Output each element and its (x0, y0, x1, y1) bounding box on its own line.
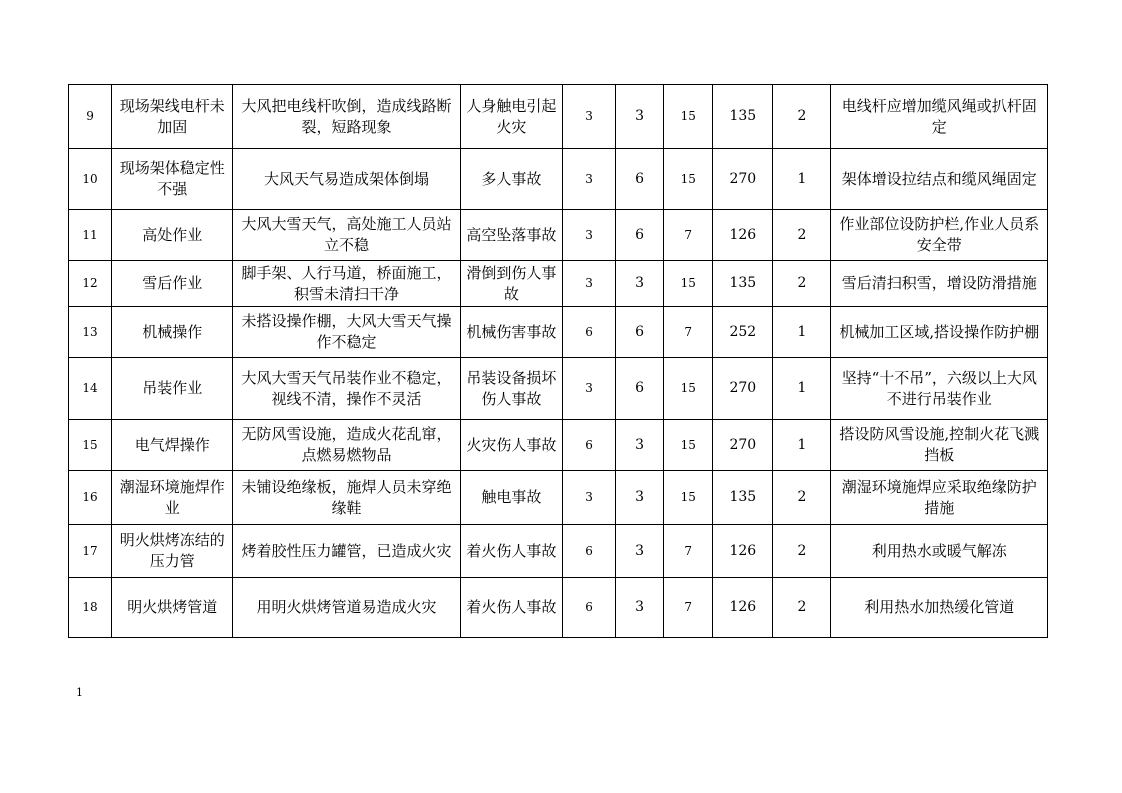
consequence-score-cell: 7 (664, 578, 713, 638)
control-measure-cell: 机械加工区域,搭设操作防护棚 (831, 307, 1048, 358)
consequence-cell: 着火伤人事故 (460, 578, 562, 638)
hazard-item-cell: 现场架线电杆未加固 (112, 85, 233, 149)
exposure-cell: 3 (616, 471, 664, 525)
hazard-item-cell: 明火烘烤管道 (112, 578, 233, 638)
risk-assessment-table (68, 84, 1048, 638)
risk-score-cell: 135 (713, 85, 773, 149)
consequence-cell: 吊装设备损坏伤人事故 (460, 358, 562, 420)
control-measure-cell: 架体增设拉结点和缆风绳固定 (831, 149, 1048, 210)
consequence-score-cell: 15 (664, 149, 713, 210)
consequence-score-cell: 15 (664, 261, 713, 307)
consequence-score-cell: 7 (664, 525, 713, 578)
consequence-cell: 机械伤害事故 (460, 307, 562, 358)
consequence-cell: 人身触电引起火灾 (460, 85, 562, 149)
exposure-cell: 3 (616, 578, 664, 638)
likelihood-cell: 3 (562, 358, 615, 420)
row-number-cell: 18 (69, 578, 112, 638)
row-number-cell: 11 (69, 210, 112, 261)
consequence-cell: 着火伤人事故 (460, 525, 562, 578)
exposure-cell: 6 (616, 358, 664, 420)
consequence-cell: 火灾伤人事故 (460, 420, 562, 471)
hazard-item-cell: 明火烘烤冻结的压力管 (112, 525, 233, 578)
table-row (69, 358, 1048, 420)
table-row (69, 525, 1048, 578)
table-row (69, 307, 1048, 358)
table-row (69, 471, 1048, 525)
consequence-score-cell: 7 (664, 307, 713, 358)
hazard-item-cell: 潮湿环境施焊作业 (112, 471, 233, 525)
exposure-cell: 3 (616, 420, 664, 471)
hazard-cause-cell: 未铺设绝缘板，施焊人员未穿绝缘鞋 (233, 471, 460, 525)
consequence-cell: 高空坠落事故 (460, 210, 562, 261)
risk-score-cell: 126 (713, 525, 773, 578)
consequence-score-cell: 7 (664, 210, 713, 261)
control-measure-cell: 坚持“十不吊”，六级以上大风不进行吊装作业 (831, 358, 1048, 420)
likelihood-cell: 3 (562, 261, 615, 307)
control-measure-cell: 利用热水或暖气解冻 (831, 525, 1048, 578)
hazard-cause-cell: 大风天气易造成架体倒塌 (233, 149, 460, 210)
exposure-cell: 6 (616, 210, 664, 261)
hazard-cause-cell: 大风大雪天气，高处施工人员站立不稳 (233, 210, 460, 261)
consequence-score-cell: 15 (664, 85, 713, 149)
hazard-item-cell: 机械操作 (112, 307, 233, 358)
risk-score-cell: 135 (713, 471, 773, 525)
table-row (69, 210, 1048, 261)
hazard-item-cell: 高处作业 (112, 210, 233, 261)
consequence-cell: 多人事故 (460, 149, 562, 210)
risk-level-cell: 2 (773, 210, 831, 261)
risk-score-cell: 270 (713, 358, 773, 420)
table-row (69, 149, 1048, 210)
risk-level-cell: 1 (773, 149, 831, 210)
table-row (69, 578, 1048, 638)
risk-score-cell: 126 (713, 578, 773, 638)
likelihood-cell: 3 (562, 471, 615, 525)
row-number-cell: 9 (69, 85, 112, 149)
likelihood-cell: 6 (562, 307, 615, 358)
risk-level-cell: 2 (773, 525, 831, 578)
row-number-cell: 13 (69, 307, 112, 358)
exposure-cell: 6 (616, 149, 664, 210)
risk-score-cell: 270 (713, 149, 773, 210)
control-measure-cell: 作业部位设防护栏,作业人员系安全带 (831, 210, 1048, 261)
hazard-item-cell: 雪后作业 (112, 261, 233, 307)
control-measure-cell: 搭设防风雪设施,控制火花飞溅挡板 (831, 420, 1048, 471)
table-row (69, 85, 1048, 149)
risk-level-cell: 1 (773, 307, 831, 358)
hazard-cause-cell: 大风大雪天气吊装作业不稳定，视线不清，操作不灵活 (233, 358, 460, 420)
likelihood-cell: 6 (562, 525, 615, 578)
row-number-cell: 14 (69, 358, 112, 420)
consequence-cell: 滑倒到伤人事故 (460, 261, 562, 307)
risk-score-cell: 126 (713, 210, 773, 261)
hazard-cause-cell: 烤着胶性压力罐管，已造成火灾 (233, 525, 460, 578)
hazard-cause-cell: 无防风雪设施，造成火花乱窜，点燃易燃物品 (233, 420, 460, 471)
consequence-score-cell: 15 (664, 471, 713, 525)
likelihood-cell: 6 (562, 578, 615, 638)
risk-level-cell: 1 (773, 420, 831, 471)
row-number-cell: 16 (69, 471, 112, 525)
exposure-cell: 3 (616, 525, 664, 578)
hazard-cause-cell: 未搭设操作棚，大风大雪天气操作不稳定 (233, 307, 460, 358)
risk-level-cell: 2 (773, 471, 831, 525)
exposure-cell: 6 (616, 307, 664, 358)
exposure-cell: 3 (616, 85, 664, 149)
table-row (69, 261, 1048, 307)
page-number: 1 (76, 686, 83, 699)
consequence-cell: 触电事故 (460, 471, 562, 525)
control-measure-cell: 电线杆应增加缆风绳或扒杆固定 (831, 85, 1048, 149)
hazard-item-cell: 现场架体稳定性不强 (112, 149, 233, 210)
risk-level-cell: 2 (773, 85, 831, 149)
row-number-cell: 10 (69, 149, 112, 210)
hazard-cause-cell: 大风把电线杆吹倒，造成线路断裂，短路现象 (233, 85, 460, 149)
hazard-cause-cell: 用明火烘烤管道易造成火灾 (233, 578, 460, 638)
likelihood-cell: 3 (562, 85, 615, 149)
hazard-item-cell: 电气焊操作 (112, 420, 233, 471)
risk-table-body (69, 85, 1048, 638)
control-measure-cell: 雪后清扫积雪，增设防滑措施 (831, 261, 1048, 307)
likelihood-cell: 3 (562, 210, 615, 261)
likelihood-cell: 3 (562, 149, 615, 210)
risk-level-cell: 2 (773, 261, 831, 307)
risk-score-cell: 252 (713, 307, 773, 358)
risk-score-cell: 135 (713, 261, 773, 307)
consequence-score-cell: 15 (664, 358, 713, 420)
hazard-item-cell: 吊装作业 (112, 358, 233, 420)
exposure-cell: 3 (616, 261, 664, 307)
control-measure-cell: 潮湿环境施焊应采取绝缘防护措施 (831, 471, 1048, 525)
control-measure-cell: 利用热水加热缓化管道 (831, 578, 1048, 638)
risk-level-cell: 2 (773, 578, 831, 638)
likelihood-cell: 6 (562, 420, 615, 471)
table-row (69, 420, 1048, 471)
risk-score-cell: 270 (713, 420, 773, 471)
row-number-cell: 12 (69, 261, 112, 307)
consequence-score-cell: 15 (664, 420, 713, 471)
risk-level-cell: 1 (773, 358, 831, 420)
row-number-cell: 17 (69, 525, 112, 578)
hazard-cause-cell: 脚手架、人行马道，桥面施工，积雪未清扫干净 (233, 261, 460, 307)
row-number-cell: 15 (69, 420, 112, 471)
